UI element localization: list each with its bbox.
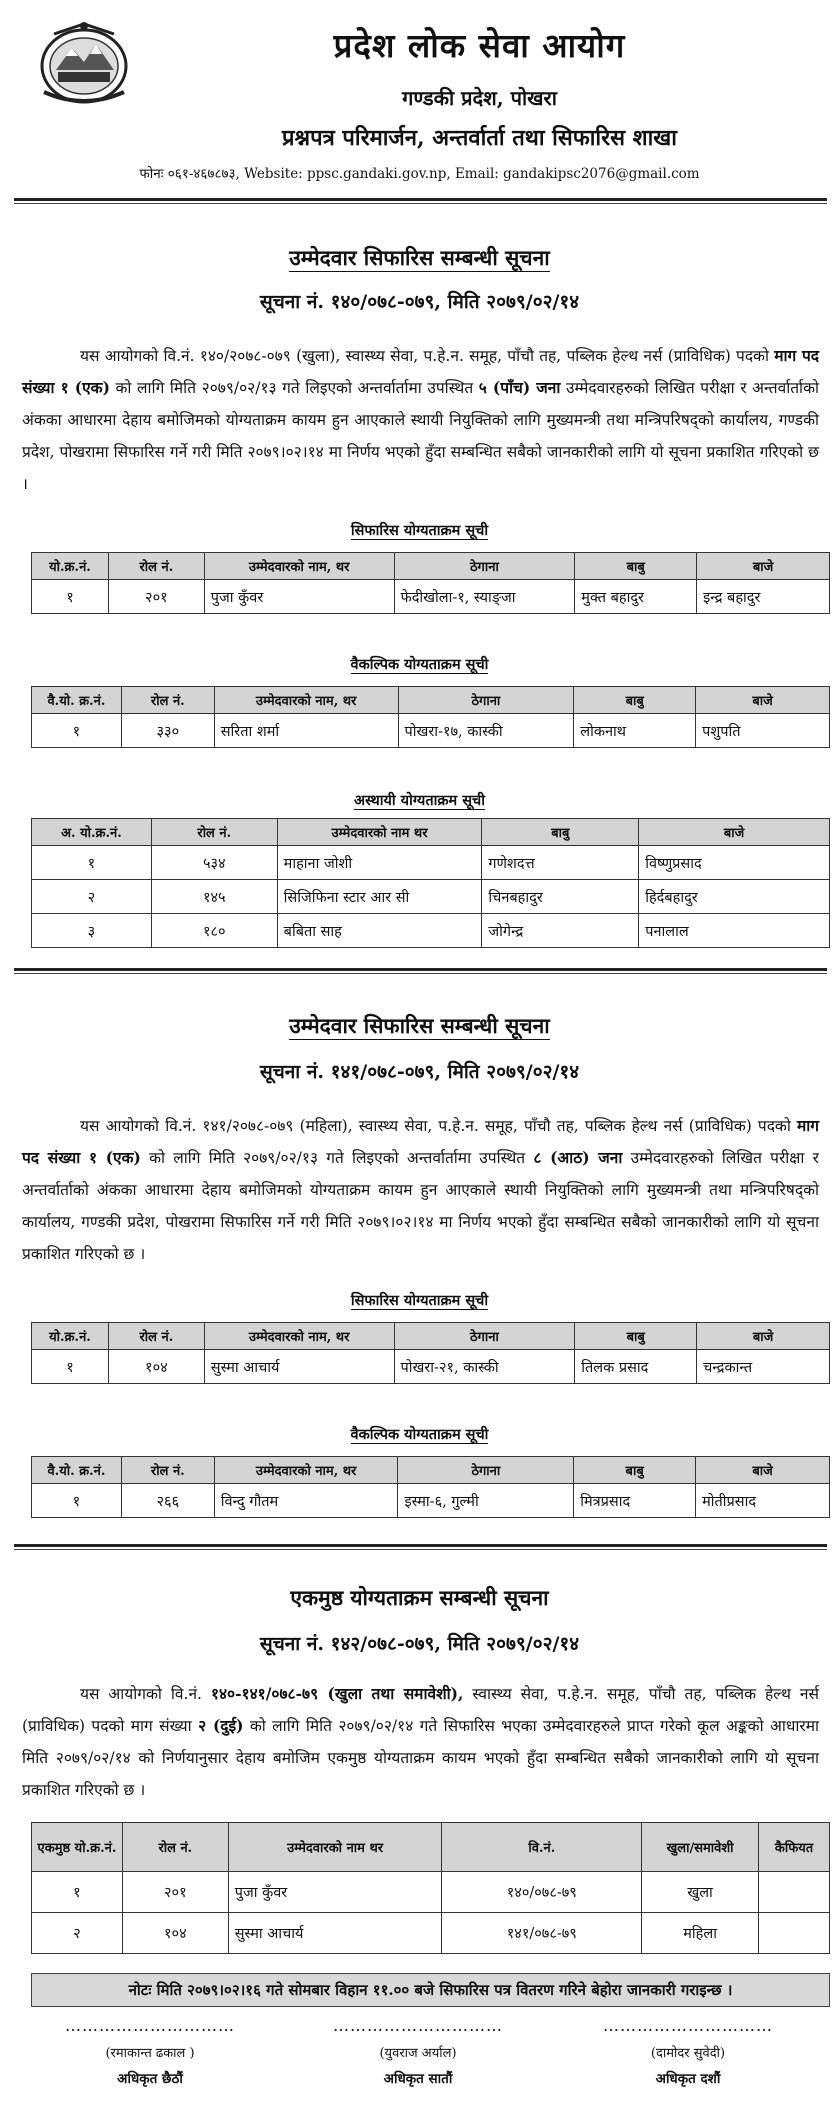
col-header: बाजे: [639, 819, 830, 846]
cell: १: [32, 580, 109, 614]
distribution-note: नोटः मिति २०७९।०२।१६ गते सोमबार विहान ११.०० बजे सिफारिस पत्र वितरण गरिने बेहोरा जानकारी गराइन्छ ।: [31, 1973, 830, 2007]
col-header: बाबु: [575, 1323, 697, 1350]
cell: २: [32, 880, 152, 914]
notice1-temp-title: अस्थायी योग्यताक्रम सूची: [354, 792, 485, 809]
col-header: उम्मेदवारको नाम, थर: [204, 553, 394, 580]
cell: चिनबहादुर: [482, 880, 639, 914]
nepal-emblem-icon: [34, 18, 134, 108]
cell: ३३०: [121, 714, 214, 748]
cell: चन्द्रकान्त: [697, 1350, 830, 1384]
col-header: ठेगाना: [398, 1457, 574, 1484]
header-divider: [14, 198, 827, 201]
cell: १४१/०७८-७९: [442, 1913, 642, 1954]
table-row: [32, 1913, 830, 1954]
col-header: बाजे: [696, 687, 830, 714]
cell: पोखरा-२१, कास्की: [394, 1350, 575, 1384]
signatory-name: (रमाकान्त ढकाल ): [105, 2046, 195, 2061]
col-header: रोल नं.: [122, 1823, 228, 1872]
notice1-heading: उम्मेदवार सिफारिस सम्बन्धी सूचना: [289, 245, 550, 270]
notice1-temp-table: [31, 818, 830, 948]
notice2-alt-title: वैकल्पिक योग्यताक्रम सूची: [350, 1426, 489, 1443]
notice2-alt-table: [31, 1456, 830, 1518]
signature-line: …………………………: [333, 2016, 503, 2035]
cell: सुस्मा आचार्य: [204, 1350, 394, 1384]
org-section: प्रश्नपत्र परिमार्जन, अन्तर्वार्ता तथा सिफारिस शाखा: [282, 125, 677, 151]
cell: पुजा कुँवर: [228, 1872, 442, 1913]
cell: विष्णुप्रसाद: [639, 846, 830, 880]
col-header: रोल नं.: [108, 1323, 204, 1350]
notice3-merit-table: [31, 1822, 830, 1954]
notice2-number: सूचना नं. १४१/०७८-०७९, मिति २०७९/०२/१४: [259, 1061, 580, 1083]
section-divider: [14, 968, 827, 971]
header-divider-thin: [14, 203, 827, 204]
contact-line: फोनः ०६१-४६७८७३, Website: ppsc.gandaki.gov.np, Email: gandakipsc2076@gmail.com: [139, 166, 700, 182]
col-header: रोल नं.: [121, 1457, 214, 1484]
notice1-body: यस आयोगको वि.नं. १४०/२०७८-०७९ (खुला), स्वास्थ्य सेवा, प.हे.न. समूह, पाँचौ तह, पब्लिक हेल्थ नर्स (प्राविधिक) पदको माग पद संख्या १ (एक) को लागि मिति २०७९/०२/१३ गते लिइएको अन्तर्वार्तामा उपस्थित ५ (पाँच) जना उम्मेदवारहरुको लिखित परीक्षा र अन्तर्वार्ताको अंकका आधारमा देहाय बमोजिमको योग्यताक्रम कायम हुन आएकाले स्थायी नियुक्तिको लागि मुख्यमन्त्री तथा मन्त्रिपरिषद्को कार्यालय, गण्डकी प्रदेश, पोखरामा सिफारिस गर्ने गरी मिति २०७९।०२।१४ मा निर्णय भएको हुँदा सम्बन्धित सबैको जानकारीको लागि यो सूचना प्रकाशित गरिएको छ ।: [22, 346, 819, 493]
signature-line: …………………………: [65, 2016, 235, 2035]
section-divider: [14, 1544, 827, 1547]
cell: खुला: [642, 1872, 759, 1913]
col-header: उम्मेदवारको नाम, थर: [204, 1323, 394, 1350]
col-header: बाजे: [696, 1457, 830, 1484]
cell: इस्मा-६, गुल्मी: [398, 1484, 574, 1518]
cell: मुक्त बहादुर: [575, 580, 697, 614]
cell: सिजिफिना स्टार आर सी: [277, 880, 482, 914]
cell: १: [32, 1484, 122, 1518]
col-header: ठेगाना: [394, 1323, 575, 1350]
cell: पुजा कुँवर: [204, 580, 394, 614]
notice2-heading: उम्मेदवार सिफारिस सम्बन्धी सूचना: [289, 1013, 550, 1038]
col-header: उम्मेदवारको नाम थर: [228, 1823, 442, 1872]
cell: १४५: [151, 880, 277, 914]
col-header: उम्मेदवारको नाम, थर: [214, 1457, 398, 1484]
cell: विन्दु गौतम: [214, 1484, 398, 1518]
col-header: बाजे: [697, 1323, 830, 1350]
table-row: [32, 1350, 830, 1384]
col-header: वै.यो. क्र.नं.: [32, 687, 122, 714]
signatory-post: अधिकृत छैठौं: [117, 2071, 183, 2087]
cell: [759, 1913, 830, 1954]
cell: १: [32, 1872, 123, 1913]
notice2-rec-table: [31, 1322, 830, 1384]
cell: १८०: [151, 914, 277, 948]
table-row: [32, 1872, 830, 1913]
cell: गणेशदत्त: [482, 846, 639, 880]
cell: हिर्दबहादुर: [639, 880, 830, 914]
cell: पोखरा-१७, कास्की: [398, 714, 574, 748]
cell: लोकनाथ: [574, 714, 696, 748]
cell: पशुपति: [696, 714, 830, 748]
cell: जोगेन्द्र: [482, 914, 639, 948]
col-header: बाबु: [574, 687, 696, 714]
signature-block: [50, 2016, 250, 2087]
cell: महिला: [642, 1913, 759, 1954]
col-header: रोल नं.: [108, 553, 204, 580]
col-header: वै.यो. क्र.नं.: [32, 1457, 122, 1484]
cell: १०४: [122, 1913, 228, 1954]
notice3-body: यस आयोगको वि.नं. १४०-१४१/०७८-७९ (खुला तथा समावेशी), स्वास्थ्य सेवा, प.हे.न. समूह, पाँचौ तह, पब्लिक हेल्थ नर्स (प्राविधिक) पदको माग संख्या २ (दुई) को लागि मिति २०७९/०२/१४ गते सिफारिस भएका उम्मेदवारहरुले प्राप्त गरेको कूल अङ्कको आधारमा मिति २०७९/०२/१४ को निर्णयानुसार देहाय बमोजिम एकमुष्ठ योग्यताक्रम कायम भएको हुँदा सम्बन्धित सबैको जानकारीको लागि यो सूचना प्रकाशित गरिएको छ ।: [22, 1684, 819, 1799]
notice1-alt-table: [31, 686, 830, 748]
cell: १: [32, 714, 122, 748]
notice1-rec-title: सिफारिस योग्यताक्रम सूची: [350, 522, 489, 539]
table-row: [32, 880, 830, 914]
col-header: ठेगाना: [398, 687, 574, 714]
cell: १४०/०७८-७९: [442, 1872, 642, 1913]
signatory-post: अधिकृत सातौं: [383, 2071, 453, 2087]
notice1-rec-table: [31, 552, 830, 614]
cell: मित्रप्रसाद: [574, 1484, 696, 1518]
org-location: गण्डकी प्रदेश, पोखरा: [402, 86, 557, 110]
signature-block: [588, 2016, 788, 2087]
table-row: [32, 846, 830, 880]
cell: पनालाल: [639, 914, 830, 948]
cell: बबिता साह: [277, 914, 482, 948]
col-header: अ. यो.क्र.नं.: [32, 819, 152, 846]
signatory-name: (युवराज अर्याल): [379, 2046, 457, 2061]
col-header: बाबु: [575, 553, 697, 580]
notice3-number: सूचना नं. १४२/०७८-०७९, मिति २०७९/०२/१४: [259, 1633, 580, 1655]
table-row: [32, 1484, 830, 1518]
section-divider-thin: [14, 1549, 827, 1550]
org-title: प्रदेश लोक सेवा आयोग: [333, 26, 626, 65]
signatory-name: (दामोदर सुवेदी): [650, 2046, 726, 2061]
cell: [759, 1872, 830, 1913]
notice1-alt-title: वैकल्पिक योग्यताक्रम सूची: [350, 656, 489, 673]
col-header: उम्मेदवारको नाम थर: [277, 819, 482, 846]
table-row: [32, 714, 830, 748]
cell: ३: [32, 914, 152, 948]
col-header: रोल नं.: [121, 687, 214, 714]
notice2-rec-title: सिफारिस योग्यताक्रम सूची: [350, 1292, 489, 1309]
cell: मोतीप्रसाद: [696, 1484, 830, 1518]
cell: १: [32, 1350, 109, 1384]
cell: २६६: [121, 1484, 214, 1518]
cell: १०४: [108, 1350, 204, 1384]
notice1-number: सूचना नं. १४०/०७८-०७९, मिति २०७९/०२/१४: [259, 291, 580, 313]
cell: तिलक प्रसाद: [575, 1350, 697, 1384]
cell: फेदीखोला-१, स्याङ्जा: [394, 580, 575, 614]
cell: इन्द्र बहादुर: [697, 580, 830, 614]
cell: १: [32, 846, 152, 880]
cell: सुस्मा आचार्य: [228, 1913, 442, 1954]
col-header: बाजे: [697, 553, 830, 580]
cell: सरिता शर्मा: [214, 714, 398, 748]
signature-line: …………………………: [603, 2016, 773, 2035]
table-row: [32, 914, 830, 948]
cell: २: [32, 1913, 123, 1954]
col-header: उम्मेदवारको नाम, थर: [214, 687, 398, 714]
notice3-heading: एकमुष्ठ योग्यताक्रम सम्बन्धी सूचना: [290, 1585, 549, 1610]
col-header: ठेगाना: [394, 553, 575, 580]
cell: माहाना जोशी: [277, 846, 482, 880]
signature-block: [318, 2016, 518, 2087]
col-header: एकमुष्ठ यो.क्र.नं.: [32, 1823, 123, 1872]
table-row: [32, 580, 830, 614]
col-header: बाबु: [574, 1457, 696, 1484]
col-header: बाबु: [482, 819, 639, 846]
col-header: वि.नं.: [442, 1823, 642, 1872]
col-header: कैफियत: [759, 1823, 830, 1872]
cell: २०१: [122, 1872, 228, 1913]
col-header: यो.क्र.नं.: [32, 1323, 109, 1350]
section-divider-thin: [14, 973, 827, 974]
cell: ५३४: [151, 846, 277, 880]
cell: २०१: [108, 580, 204, 614]
col-header: खुला/समावेशी: [642, 1823, 759, 1872]
col-header: रोल नं.: [151, 819, 277, 846]
signatory-post: अधिकृत दशौं: [655, 2071, 721, 2087]
notice2-body: यस आयोगको वि.नं. १४१/२०७८-०७९ (महिला), स्वास्थ्य सेवा, प.हे.न. समूह, पाँचौ तह, पब्लिक हेल्थ नर्स (प्राविधिक) पदको माग पद संख्या १ (एक) को लागि मिति २०७९/०२/१३ गते लिइएको अन्तर्वार्तामा उपस्थित ८ (आठ) जना उम्मेदवारहरुको लिखित परीक्षा र अन्तर्वार्ताको अंकका आधारमा देहाय बमोजिमको योग्यताक्रम कायम हुन आएकाले स्थायी नियुक्तिको लागि मुख्यमन्त्री तथा मन्त्रिपरिषद्को कार्यालय, गण्डकी प्रदेश, पोखरामा सिफारिस गर्ने गरी मिति २०७९।०२।१४ मा निर्णय भएको हुँदा सम्बन्धित सबैको जानकारीको लागि यो सूचना प्रकाशित गरिएको छ ।: [22, 1116, 819, 1263]
col-header: यो.क्र.नं.: [32, 553, 109, 580]
